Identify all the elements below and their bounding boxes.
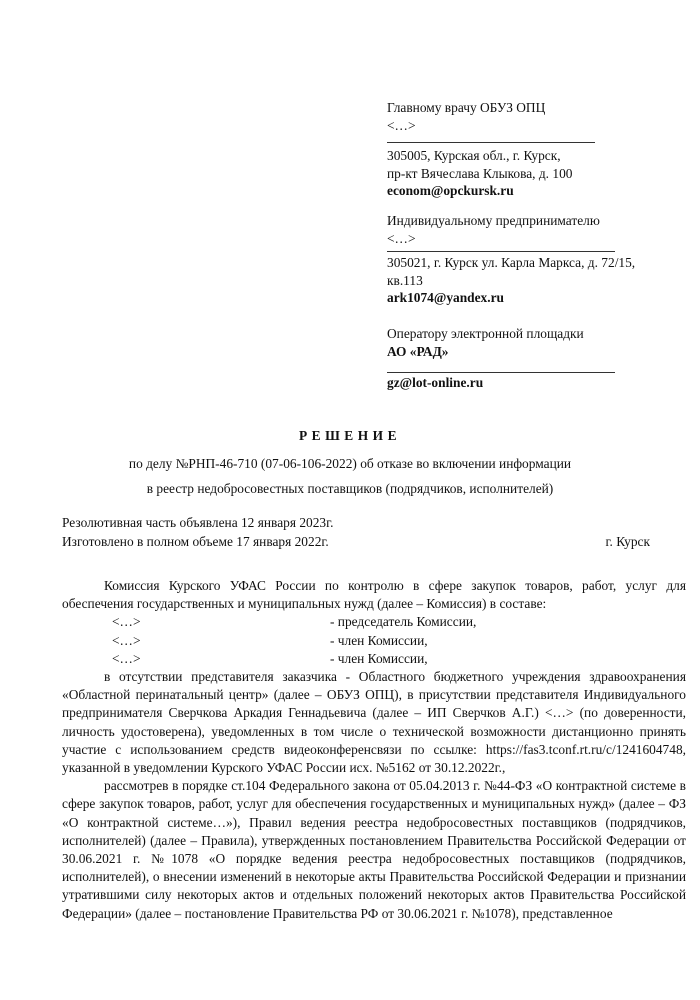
recipient-address: пр-кт Вячеслава Клыкова, д. 100 [387, 165, 573, 181]
document-subtitle-line-2: в реестр недобросовестных поставщиков (подрядчиков, исполнителей) [146, 481, 554, 496]
member-role: - член Комиссии, [330, 650, 428, 666]
paragraph-considered: рассмотрев в порядке ст.104 Федерального закона от 05.04.2013 г. №44-ФЗ «О контрактной системе в сфере закупок товаров, работ, услуг для обеспечения государственных и муниципальных нужд» (далее – ФЗ «О контрактной системе…»), Правил ведения реестра недобросовестных поставщиков (подрядчиков, исполнителей) (далее – Правила), утвержденных постановлением Правительства Российской Федерации от 30.06.2021 г. №1078 «О порядке ведения реестра недобросовестных поставщиков (подрядчиков, исполнителей), о внесении изменений в некоторые акты Правительства Российской Федерации и признании утратившими силу некоторых актов и отдельных положений некоторых актов Правительства Российской Федерации» (далее – постановление Правительства РФ от 30.06.2021 г. №1078), представленное [62, 778, 686, 921]
produced-row [62, 532, 650, 551]
recipient-email: gz@lot-online.ru [387, 375, 484, 390]
recipient-email: econom@opckursk.ru [387, 183, 514, 198]
recipient-name: <…> [387, 117, 416, 133]
document-heading: РЕШЕНИЕ [298, 428, 401, 443]
produced-date: Изготовлено в полном объеме 17 января 2022г. [62, 534, 329, 549]
recipient-block-2 [387, 212, 649, 307]
member-name: <…> [112, 632, 141, 648]
recipient-block-3 [387, 325, 649, 392]
document-subtitle-line-1: по делу №РНП-46-710 (07-06-106-2022) об отказе во включении информации [128, 456, 572, 471]
recipient-name: АО «РАД» [387, 343, 449, 359]
separator-line [387, 142, 595, 143]
announced-date: Резолютивная часть объявлена 12 января 2023г. [62, 515, 334, 530]
recipient-title: Оператору электронной площадки [387, 326, 584, 341]
recipient-title: Главному врачу ОБУЗ ОПЦ [387, 100, 546, 115]
commission-member [62, 650, 686, 668]
member-name: <…> [112, 650, 141, 666]
member-name: <…> [112, 614, 141, 630]
recipient-address: 305005, Курская обл., г. Курск, [387, 148, 561, 163]
recipient-block-1 [387, 99, 649, 200]
city: г. Курск [605, 534, 650, 549]
paragraph-absence: в отсутствии представителя заказчика - Областного бюджетного учреждения здравоохранения «Областной перинатальный центр» (далее – ОБУЗ ОПЦ), в присутствии представителя Индивидуального предпринимателя Сверчкова Аркадия Геннадьевича (далее – ИП Сверчков А.Г.) <…> (по доверенности, личность удостоверена), уведомленных в том числе о технической возможности дистанционно принять участие с использованием средств видеоконференсвязи по ссылке: https://fas3.tconf.rt.ru/c/1241604748, указанной в уведомлении Курского УФАС России исх. №5162 от 30.12.2022г., [62, 669, 686, 776]
separator-line [387, 372, 615, 373]
commission-member [62, 632, 686, 650]
recipient-title: Индивидуальному предпринимателю [387, 213, 600, 228]
member-role: - председатель Комиссии, [330, 614, 477, 630]
separator-line [387, 251, 615, 252]
recipient-address: 305021, г. Курск ул. Карла Маркса, д. 72/15, [387, 255, 636, 270]
recipient-name: <…> [387, 230, 416, 246]
commission-member [62, 613, 686, 631]
dates-block [62, 513, 650, 551]
recipient-address: кв.113 [387, 272, 423, 288]
document-body [62, 577, 686, 923]
recipient-email: ark1074@yandex.ru [387, 290, 504, 305]
member-role: - член Комиссии, [330, 632, 428, 648]
paragraph-intro: Комиссия Курского УФАС России по контролю в сфере закупок товаров, работ, услуг для обеспечения государственных и муниципальных нужд (далее – Комиссия) в составе: [62, 578, 686, 612]
